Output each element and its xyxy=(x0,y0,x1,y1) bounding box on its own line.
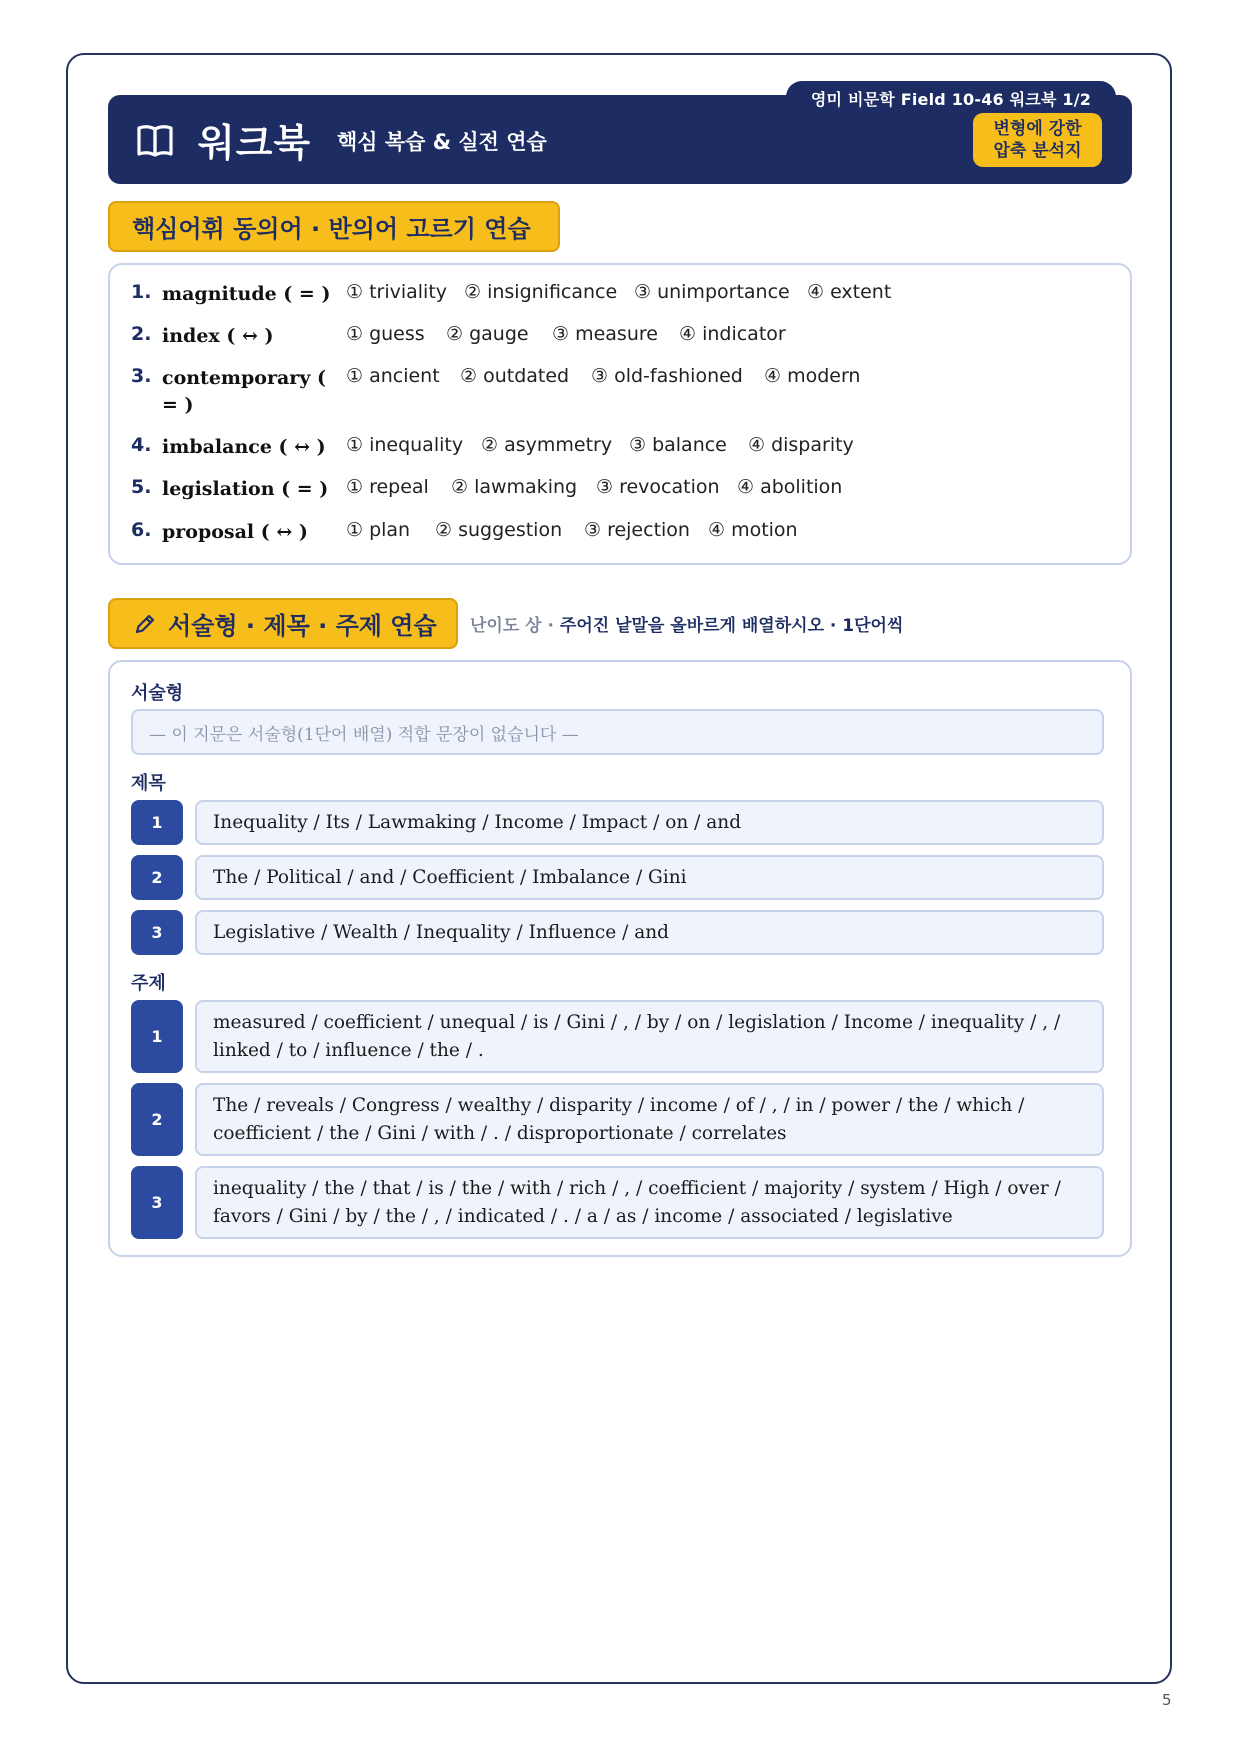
book-icon xyxy=(135,120,175,160)
writing-instruction xyxy=(470,611,903,636)
theme-number: 2 xyxy=(131,1083,183,1156)
instruction-text: 주어진 낱말을 올바르게 배열하시오 · 1단어씩 xyxy=(559,616,904,636)
vocab-option: ② asymmetry xyxy=(481,434,613,456)
vocab-option: ④ motion xyxy=(708,519,798,541)
title-scramble-line: Legislative / Wealth / Inequality / Influence / and xyxy=(195,910,1104,955)
vocab-option: ① triviality xyxy=(346,281,448,303)
vocab-num: 2. xyxy=(131,323,152,345)
page-subtitle: 핵심 복습 & 실전 연습 xyxy=(337,130,547,154)
vocab-option: ④ indicator xyxy=(679,323,786,345)
vocab-item xyxy=(131,476,1111,506)
vocab-word: magnitude ( = ) xyxy=(162,283,331,305)
vocab-num: 6. xyxy=(131,519,152,541)
vocab-option: ② lawmaking xyxy=(451,476,578,498)
vocab-option: ④ modern xyxy=(764,365,861,387)
vocab-option: ② gauge xyxy=(446,323,529,345)
header-tab: 영미 비문학 Field 10-46 워크북 1/2 xyxy=(786,81,1116,115)
vocab-item xyxy=(131,365,1111,416)
title-number: 3 xyxy=(131,910,183,955)
vocab-word: imbalance ( ↔ ) xyxy=(162,436,326,458)
vocab-item xyxy=(131,323,1111,353)
theme-label: 주제 xyxy=(131,973,166,994)
vocab-option: ③ measure xyxy=(552,323,658,345)
writing-heading-text: 서술형 · 제목 · 주제 연습 xyxy=(168,612,437,640)
vocab-option: ③ unimportance xyxy=(634,281,790,303)
essay-label: 서술형 xyxy=(131,683,184,704)
vocab-option: ① plan xyxy=(346,519,411,541)
vocab-item xyxy=(131,434,1111,464)
vocab-num: 1. xyxy=(131,281,152,303)
badge-line-2: 압축 분석지 xyxy=(993,141,1082,161)
theme-scramble-line: The / reveals / Congress / wealthy / disparity / income / of / , / in / power / the / which / coefficient / the / Gini / with / . / disproportionate / correlates xyxy=(195,1083,1104,1156)
vocab-option: ③ old-fashioned xyxy=(591,365,743,387)
vocab-option: ④ disparity xyxy=(748,434,854,456)
theme-number: 3 xyxy=(131,1166,183,1239)
title-number: 2 xyxy=(131,855,183,900)
vocab-option: ④ extent xyxy=(807,281,892,303)
vocab-num: 5. xyxy=(131,476,152,498)
vocab-option: ② outdated xyxy=(460,365,570,387)
vocab-option: ① guess xyxy=(346,323,425,345)
vocab-num: 3. xyxy=(131,365,152,387)
essay-placeholder: — 이 지문은 서술형(1단어 배열) 적합 문장이 없습니다 — xyxy=(131,709,1104,755)
vocab-num: 4. xyxy=(131,434,152,456)
title-number: 1 xyxy=(131,800,183,845)
theme-scramble-line: measured / coefficient / unequal / is / Gini / , / by / on / legislation / Income / inequality / , / linked / to / influence / the / . xyxy=(195,1000,1104,1073)
vocab-item xyxy=(131,519,1111,549)
theme-scramble-line: inequality / the / that / is / the / with / rich / , / coefficient / majority / system / High / over / favors / Gini / by / the / , / indicated / . / a / as / income / associated / legislative xyxy=(195,1166,1104,1239)
page-title: 워크북 xyxy=(198,121,312,165)
vocab-item xyxy=(131,281,1111,311)
vocab-heading-text: 핵심어휘 동의어 · 반의어 고르기 연습 xyxy=(132,215,531,243)
vocab-option: ① ancient xyxy=(346,365,440,387)
vocab-option: ① inequality xyxy=(346,434,464,456)
badge-line-1: 변형에 강한 xyxy=(993,119,1082,139)
vocab-word: index ( ↔ ) xyxy=(162,325,274,347)
vocab-option: ③ rejection xyxy=(584,519,690,541)
pencil-icon xyxy=(134,613,156,635)
vocab-option: ③ balance xyxy=(629,434,727,456)
page-number: 5 xyxy=(1162,1691,1172,1709)
vocab-option: ② suggestion xyxy=(435,519,563,541)
vocab-word: legislation ( = ) xyxy=(162,478,329,500)
vocab-option: ③ revocation xyxy=(596,476,720,498)
vocab-option: ① repeal xyxy=(346,476,429,498)
title-scramble-line: The / Political / and / Coefficient / Imbalance / Gini xyxy=(195,855,1104,900)
vocab-word: contemporary ( = ) xyxy=(162,367,326,416)
vocab-section-heading xyxy=(108,201,560,252)
writing-section-heading xyxy=(108,598,458,649)
header-badge xyxy=(973,113,1102,167)
vocab-option: ④ abolition xyxy=(737,476,843,498)
title-scramble-line: Inequality / Its / Lawmaking / Income / Impact / on / and xyxy=(195,800,1104,845)
theme-number: 1 xyxy=(131,1000,183,1073)
vocab-option: ② insignificance xyxy=(464,281,618,303)
title-label: 제목 xyxy=(131,773,166,794)
vocab-word: proposal ( ↔ ) xyxy=(162,521,308,543)
difficulty-label: 난이도 상 · xyxy=(470,616,560,636)
